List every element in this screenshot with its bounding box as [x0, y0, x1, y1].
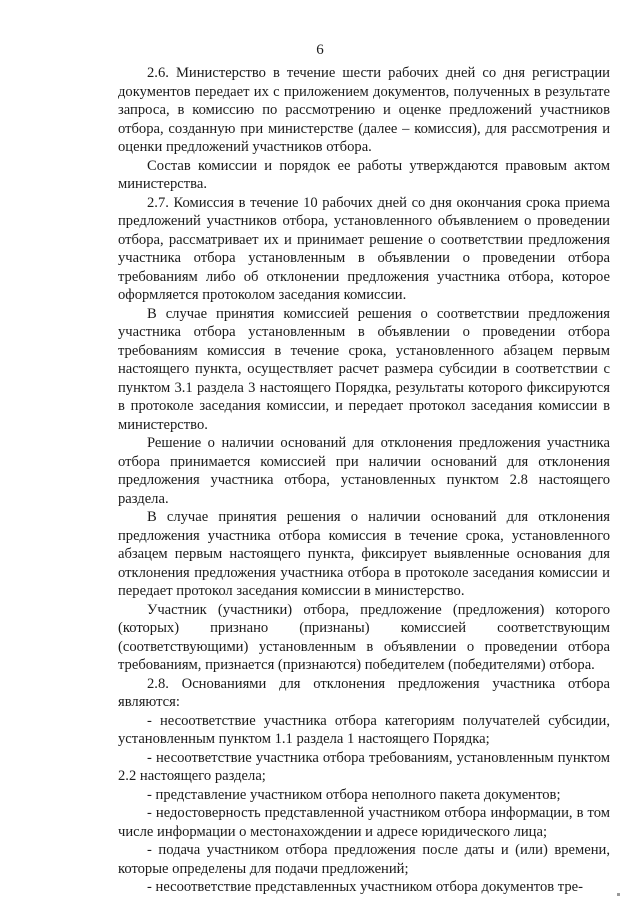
paragraph-2-7: 2.7. Комиссия в течение 10 рабочих дней со дня окончания срока приема предложений участников отбора, установленного объявлением о проведении отбора, рассматривает их и принимает решение о соответствии предложения участника отбора установленным в объявлении о проведении отбора требованиям либо об отклонении предложения участника отбора, которое оформляется протоколом заседания комиссии. — [118, 194, 610, 303]
list-item: - подача участником отбора предложения после даты и (или) времени, которые определены для подачи предложений; — [118, 842, 610, 877]
paragraph-compliance-decision: В случае принятия комиссией решения о соответствии предложения участника отбора установленным в объявлении о проведении отбора требованиям комиссия в течение срока, установленного абзацем первым настоящего пункта, осуществляет расчет размера субсидии в соответствии с пунктом 3.1 раздела 3 настоящего Порядка, результаты которого фиксируются в протоколе заседания комиссии, и передает протокол заседания комиссии в министерство. — [118, 305, 610, 433]
list-item: - несоответствие участника отбора требованиям, установленным пунктом 2.2 настоящего раздела; — [118, 749, 610, 784]
paragraph-2-6: 2.6. Министерство в течение шести рабочих дней со дня регистрации документов передает их с приложением документов, полученных в результате запроса, в комиссию по рассмотрению и оценке предложений участников отбора, созданную при министерстве (далее – комиссия), для рассмотрения и оценки предложений участников отбора. — [118, 65, 610, 155]
paragraph-rejection-grounds: Решение о наличии оснований для отклонения предложения участника отбора принимается комиссией при наличии оснований для отклонения предложения участника отбора, установленных пунктом 2.8 настоящего раздела. — [118, 435, 610, 507]
list-item: - представление участником отбора неполного пакета документов; — [147, 786, 561, 803]
scan-mark — [617, 893, 620, 896]
page-number: 6 — [316, 42, 324, 58]
paragraph-winners: Участник (участники) отбора, предложение (предложения) которого (которых) признано (признаны) комиссией соответствующим (соответствующими) установленным в объявлении о проведении отбора требованиям, признается (признаются) победителем (победителями) отбора. — [118, 601, 610, 673]
paragraph-2-8: 2.8. Основаниями для отклонения предложения участника отбора являются: — [118, 675, 610, 710]
list-item: - несоответствие участника отбора категориям получателей субсидии, установленным пунктом 1.1 раздела 1 настоящего Порядка; — [118, 712, 610, 747]
paragraph-commission-composition: Состав комиссии и порядок ее работы утверждаются правовым актом министерства. — [118, 157, 610, 192]
document-body — [118, 64, 610, 897]
list-item: - несоответствие представленных участником отбора документов тре- — [147, 879, 584, 895]
list-item: - недостоверность представленной участником отбора информации, в том числе информации о местонахождении и адресе юридического лица; — [118, 805, 610, 840]
paragraph-rejection-decision: В случае принятия решения о наличии оснований для отклонения предложения участника отбора комиссия в течение срока, установленного абзацем первым настоящего пункта, фиксирует выявленные основания для отклонения предложения участника отбора в протоколе заседания комиссии и передает протокол заседания комиссии в министерство. — [118, 509, 610, 599]
